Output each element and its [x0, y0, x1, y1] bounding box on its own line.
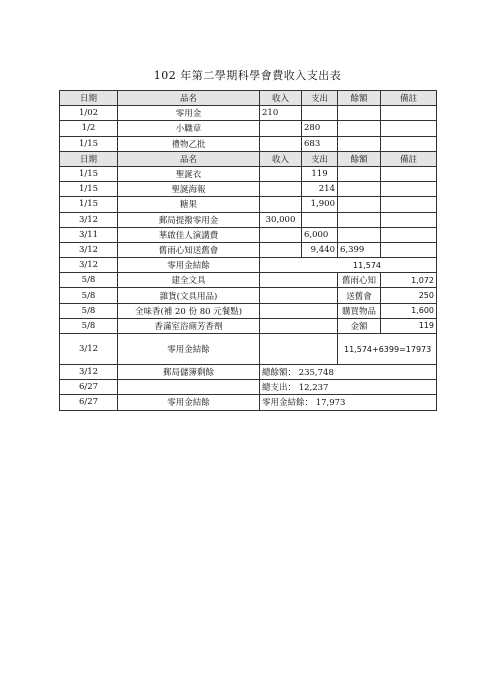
cell-blank [260, 303, 338, 318]
summary-row [60, 365, 437, 380]
cell-income [260, 227, 302, 242]
cell-date: 5/8 [60, 318, 118, 333]
header-item: 品名 [118, 151, 260, 166]
cell-expense [302, 212, 338, 227]
cell-balance: 6,399 [338, 242, 381, 257]
header-income: 收入 [260, 151, 302, 166]
purchase-row [60, 318, 437, 333]
cell-date: 1/15 [60, 136, 118, 151]
cell-date: 5/8 [60, 273, 118, 288]
cell-note [381, 106, 437, 121]
cell-expense: 214 [302, 182, 338, 197]
cell-note-label: 金額 [338, 318, 381, 333]
cell-note [381, 242, 437, 257]
cell-date: 5/8 [60, 303, 118, 318]
cell-date: 3/11 [60, 227, 118, 242]
cell-date: 6/27 [60, 380, 118, 395]
cell-note [381, 121, 437, 136]
summary-row [60, 380, 437, 395]
header-income: 收入 [260, 91, 302, 106]
header-item: 品名 [118, 91, 260, 106]
cell-note [381, 136, 437, 151]
summary-row [60, 395, 437, 410]
table-row [60, 166, 437, 181]
cell-item: 舊雨心知送舊會 [118, 242, 260, 257]
cell-income [260, 197, 302, 212]
cell-income [260, 166, 302, 181]
cell-income: 210 [260, 106, 302, 121]
cell-item: 零用金結餘 [118, 258, 260, 273]
purchase-row [60, 273, 437, 288]
cell-amount: 119 [381, 318, 437, 333]
cell-note-label: 購買物品 [338, 303, 381, 318]
cell-note [381, 166, 437, 181]
table-row [60, 136, 437, 151]
cell-date: 3/12 [60, 365, 118, 380]
summary-text: 總支出： 12,237 [260, 380, 437, 395]
summary-text: 零用金結餘： 17,973 [260, 395, 437, 410]
cell-expense [302, 106, 338, 121]
cell-balance [338, 121, 381, 136]
cell-expense: 119 [302, 166, 338, 181]
purchase-row [60, 303, 437, 318]
subtotal-formula: 11,574+6399=17973 [338, 334, 437, 365]
cell-note-label: 送舊會 [338, 288, 381, 303]
cell-balance [338, 136, 381, 151]
purchase-row [60, 288, 437, 303]
cell-blank [260, 273, 338, 288]
header-expense: 支出 [302, 91, 338, 106]
header-note: 備註 [381, 91, 437, 106]
table-row [60, 197, 437, 212]
table-row [60, 182, 437, 197]
header-date: 日期 [60, 91, 118, 106]
cell-item [118, 380, 260, 395]
cell-blank [260, 334, 338, 365]
cell-balance [338, 106, 381, 121]
cell-note [381, 227, 437, 242]
cell-note [381, 182, 437, 197]
cell-date: 3/12 [60, 242, 118, 257]
cell-blank [260, 288, 338, 303]
cell-expense: 280 [302, 121, 338, 136]
cell-date: 1/15 [60, 197, 118, 212]
cell-balance [338, 227, 381, 242]
cell-note-label: 舊雨心知 [338, 273, 381, 288]
cell-date: 5/8 [60, 288, 118, 303]
table-row [60, 121, 437, 136]
cell-item: 小職章 [118, 121, 260, 136]
cell-item: 香滿室浴廁芳香劑 [118, 318, 260, 333]
cell-item: 零用金 [118, 106, 260, 121]
cell-amount: 1,600 [381, 303, 437, 318]
cell-item: 禮物乙批 [118, 136, 260, 151]
subtotal-row [60, 258, 437, 273]
cell-item: 雜貨(文具用品) [118, 288, 260, 303]
table-row [60, 242, 437, 257]
cell-note [381, 212, 437, 227]
cell-date: 1/15 [60, 166, 118, 181]
cell-income [260, 182, 302, 197]
cell-expense: 9,440 [302, 242, 338, 257]
cell-item: 零用金結餘 [118, 395, 260, 410]
header-note: 備註 [381, 151, 437, 166]
cell-date: 1/15 [60, 182, 118, 197]
cell-balance [338, 197, 381, 212]
header-balance: 餘額 [338, 151, 381, 166]
header-balance: 餘額 [338, 91, 381, 106]
cell-balance [338, 166, 381, 181]
cell-item: 零用金結餘 [118, 334, 260, 365]
cell-date: 3/12 [60, 258, 118, 273]
summary-text: 總餘額： 235,748 [260, 365, 437, 380]
cell-date: 6/27 [60, 395, 118, 410]
subtotal-value: 11,574 [260, 258, 437, 273]
cell-amount: 1,072 [381, 273, 437, 288]
cell-balance [338, 212, 381, 227]
table-header-row [60, 151, 437, 166]
cell-income: 30,000 [260, 212, 302, 227]
table-row [60, 106, 437, 121]
cell-amount: 250 [381, 288, 437, 303]
cell-item: 郵局儲簿剩餘 [118, 365, 260, 380]
header-date: 日期 [60, 151, 118, 166]
table-header-row [60, 91, 437, 106]
ledger-table [59, 90, 437, 411]
cell-note [381, 197, 437, 212]
cell-income [260, 121, 302, 136]
cell-blank [260, 318, 338, 333]
cell-item: 華啟佳人演講費 [118, 227, 260, 242]
cell-item: 郵局提撥零用金 [118, 212, 260, 227]
cell-income [260, 136, 302, 151]
cell-date: 1/02 [60, 106, 118, 121]
table-row [60, 212, 437, 227]
cell-item: 聖誕衣 [118, 166, 260, 181]
table-row [60, 227, 437, 242]
cell-date: 1/2 [60, 121, 118, 136]
subtotal-row [60, 334, 437, 365]
cell-expense: 6,000 [302, 227, 338, 242]
cell-expense: 683 [302, 136, 338, 151]
cell-item: 糖果 [118, 197, 260, 212]
cell-item: 聖誕海報 [118, 182, 260, 197]
document-title: 102 年第二學期科學會費收入支出表 [153, 69, 342, 82]
cell-income [260, 242, 302, 257]
cell-date: 3/12 [60, 334, 118, 365]
cell-expense: 1,900 [302, 197, 338, 212]
header-expense: 支出 [302, 151, 338, 166]
cell-item: 建全文具 [118, 273, 260, 288]
cell-item: 全味香(補 20 份 80 元餐點) [118, 303, 260, 318]
cell-date: 3/12 [60, 212, 118, 227]
cell-balance [338, 182, 381, 197]
